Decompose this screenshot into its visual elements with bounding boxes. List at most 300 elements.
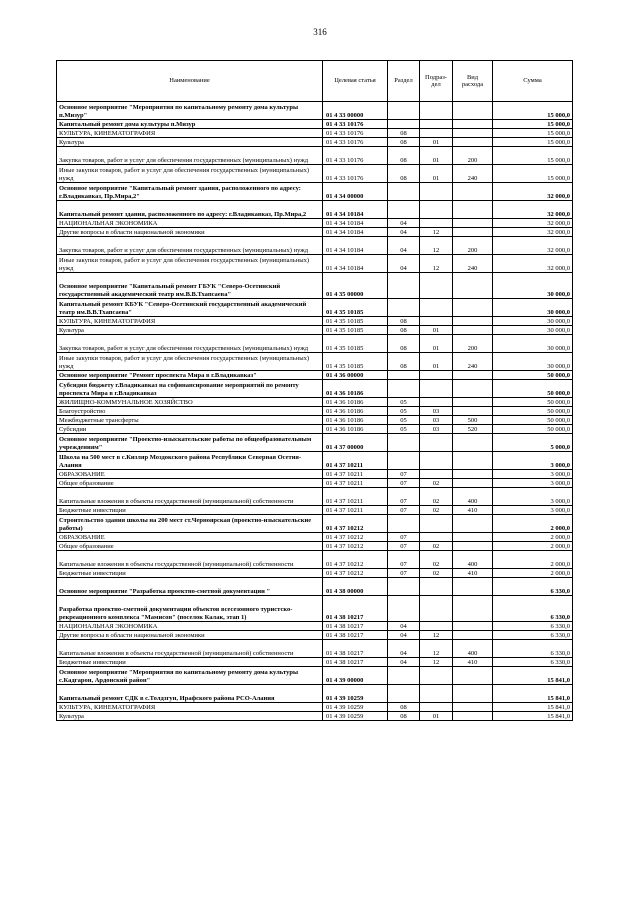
cell-expense-type — [453, 622, 493, 631]
cell-expense-type — [453, 712, 493, 721]
cell-expense-type — [453, 452, 493, 470]
cell-sum: 15 000,0 — [493, 120, 573, 129]
cell-section: 05 — [388, 407, 420, 416]
cell-subsection — [420, 129, 453, 138]
cell-target-article: 01 4 33 10176 — [323, 147, 388, 165]
cell-expense-type — [453, 299, 493, 317]
cell-sum: 32 000,0 — [493, 237, 573, 255]
table-row — [57, 183, 573, 201]
cell-target-article: 01 4 39 10259 — [323, 685, 388, 703]
table-row — [57, 712, 573, 721]
cell-expense-type: 240 — [453, 255, 493, 273]
table-row — [57, 434, 573, 452]
cell-name: КУЛЬТУРА, КИНЕМАТОГРАФИЯ — [57, 129, 323, 138]
budget-table — [56, 60, 573, 721]
cell-sum: 50 000,0 — [493, 398, 573, 407]
cell-name: Иные закупки товаров, работ и услуг для обеспечения государственных (муниципальных) нужд — [57, 165, 323, 183]
table-row — [57, 353, 573, 371]
cell-section — [388, 120, 420, 129]
cell-sum: 15 841,0 — [493, 712, 573, 721]
cell-section: 07 — [388, 569, 420, 578]
cell-name: Основное мероприятие "Мероприятия по капитальному ремонту дома культуры п.Мизур" — [57, 102, 323, 120]
cell-sum: 6 330,0 — [493, 622, 573, 631]
header-sum: Сумма — [493, 61, 573, 102]
cell-section — [388, 201, 420, 219]
cell-name: Капитальный ремонт дома культуры п.Мизур — [57, 120, 323, 129]
cell-expense-type: 200 — [453, 335, 493, 353]
cell-sum: 15 000,0 — [493, 129, 573, 138]
table-row — [57, 326, 573, 335]
cell-name: НАЦИОНАЛЬНАЯ ЭКОНОМИКА — [57, 622, 323, 631]
table-row — [57, 658, 573, 667]
cell-expense-type — [453, 631, 493, 640]
cell-name: Капитальный ремонт здания, расположенного по адресу: г.Владикавказ, Пр.Мира,2 — [57, 201, 323, 219]
cell-name: Основное мероприятие "Проектно-изыскательские работы по общеобразовательным учреждениям" — [57, 434, 323, 452]
cell-target-article: 01 4 37 10212 — [323, 551, 388, 569]
cell-subsection: 01 — [420, 147, 453, 165]
table-row — [57, 147, 573, 165]
cell-expense-type: 410 — [453, 569, 493, 578]
page-number: 316 — [313, 27, 327, 37]
table-row — [57, 479, 573, 488]
cell-sum: 6 330,0 — [493, 578, 573, 596]
cell-subsection: 03 — [420, 407, 453, 416]
cell-section: 08 — [388, 353, 420, 371]
cell-name: Капитальные вложения в объекты государственной (муниципальной) собственности — [57, 488, 323, 506]
cell-expense-type — [453, 685, 493, 703]
cell-name: Культура — [57, 712, 323, 721]
table-row — [57, 703, 573, 712]
cell-expense-type — [453, 326, 493, 335]
header-target-article: Целевая статья — [323, 61, 388, 102]
table-row — [57, 596, 573, 622]
cell-target-article: 01 4 33 10176 — [323, 165, 388, 183]
table-row — [57, 569, 573, 578]
cell-section — [388, 380, 420, 398]
cell-subsection: 03 — [420, 425, 453, 434]
cell-subsection — [420, 380, 453, 398]
cell-section: 04 — [388, 658, 420, 667]
cell-sum: 15 841,0 — [493, 703, 573, 712]
cell-target-article: 01 4 36 10186 — [323, 416, 388, 425]
table-row — [57, 452, 573, 470]
cell-section: 08 — [388, 712, 420, 721]
cell-expense-type: 400 — [453, 551, 493, 569]
cell-subsection — [420, 515, 453, 533]
cell-subsection: 02 — [420, 551, 453, 569]
table-row — [57, 622, 573, 631]
cell-subsection: 01 — [420, 335, 453, 353]
cell-sum: 32 000,0 — [493, 255, 573, 273]
table-row — [57, 165, 573, 183]
cell-subsection — [420, 299, 453, 317]
cell-subsection: 02 — [420, 569, 453, 578]
cell-sum: 6 330,0 — [493, 640, 573, 658]
cell-section: 05 — [388, 425, 420, 434]
cell-target-article: 01 4 35 10185 — [323, 353, 388, 371]
cell-expense-type — [453, 515, 493, 533]
cell-name: Иные закупки товаров, работ и услуг для обеспечения государственных (муниципальных) нужд — [57, 255, 323, 273]
cell-target-article: 01 4 35 10185 — [323, 299, 388, 317]
cell-name: Основное мероприятие "Ремонт проспекта Мира в г.Владикавказ" — [57, 371, 323, 380]
cell-target-article: 01 4 37 10211 — [323, 479, 388, 488]
cell-target-article: 01 4 38 10217 — [323, 622, 388, 631]
cell-subsection: 01 — [420, 353, 453, 371]
cell-subsection — [420, 317, 453, 326]
cell-name: Бюджетные инвестиции — [57, 658, 323, 667]
table-row — [57, 138, 573, 147]
cell-target-article: 01 4 39 00000 — [323, 667, 388, 685]
cell-subsection: 12 — [420, 658, 453, 667]
cell-subsection: 12 — [420, 228, 453, 237]
cell-section — [388, 578, 420, 596]
cell-target-article: 01 4 38 10217 — [323, 596, 388, 622]
cell-subsection: 01 — [420, 326, 453, 335]
cell-subsection — [420, 120, 453, 129]
cell-target-article: 01 4 37 10211 — [323, 470, 388, 479]
cell-section: 08 — [388, 326, 420, 335]
cell-subsection: 01 — [420, 165, 453, 183]
cell-sum: 50 000,0 — [493, 380, 573, 398]
cell-name: Межбюджетные трансферты — [57, 416, 323, 425]
cell-name: Основное мероприятие "Капитальный ремонт ГБУК "Северо-Осетинский государственный академический театр им.В.В.Тхапсаева" — [57, 273, 323, 299]
cell-subsection: 01 — [420, 712, 453, 721]
cell-subsection — [420, 533, 453, 542]
cell-target-article: 01 4 36 10186 — [323, 425, 388, 434]
cell-section: 04 — [388, 631, 420, 640]
cell-sum: 2 000,0 — [493, 551, 573, 569]
table-row — [57, 102, 573, 120]
cell-section: 08 — [388, 317, 420, 326]
cell-name: Благоустройство — [57, 407, 323, 416]
cell-name: Строительство здания школы на 200 мест ст.Черноярская (проектно-изыскательские работы) — [57, 515, 323, 533]
cell-target-article: 01 4 34 10184 — [323, 255, 388, 273]
table-row — [57, 578, 573, 596]
cell-target-article: 01 4 37 10212 — [323, 569, 388, 578]
table-row — [57, 398, 573, 407]
cell-sum: 32 000,0 — [493, 228, 573, 237]
cell-name: Основное мероприятие "Мероприятия по капитальному ремонту дома культуры с.Кадгарон, Ардонский район" — [57, 667, 323, 685]
cell-name: Общее образование — [57, 542, 323, 551]
cell-name: Общее образование — [57, 479, 323, 488]
cell-subsection: 02 — [420, 506, 453, 515]
cell-subsection: 12 — [420, 255, 453, 273]
table-row — [57, 416, 573, 425]
cell-section: 04 — [388, 622, 420, 631]
table-row — [57, 317, 573, 326]
cell-name: Субсидии — [57, 425, 323, 434]
cell-sum: 6 330,0 — [493, 658, 573, 667]
cell-name: Иные закупки товаров, работ и услуг для обеспечения государственных (муниципальных) нужд — [57, 353, 323, 371]
table-row — [57, 299, 573, 317]
cell-name: Основное мероприятие "Разработка проектно-сметной документации " — [57, 578, 323, 596]
cell-target-article: 01 4 38 10217 — [323, 658, 388, 667]
cell-target-article: 01 4 37 10211 — [323, 488, 388, 506]
cell-sum: 2 000,0 — [493, 542, 573, 551]
cell-name: Капитальные вложения в объекты государственной (муниципальной) собственности — [57, 640, 323, 658]
cell-subsection — [420, 452, 453, 470]
cell-subsection — [420, 102, 453, 120]
cell-sum: 2 000,0 — [493, 533, 573, 542]
cell-section — [388, 299, 420, 317]
cell-sum: 30 000,0 — [493, 326, 573, 335]
cell-sum: 5 000,0 — [493, 434, 573, 452]
table-row — [57, 631, 573, 640]
cell-name: Другие вопросы в области национальной экономики — [57, 228, 323, 237]
cell-section — [388, 273, 420, 299]
cell-expense-type — [453, 380, 493, 398]
cell-target-article: 01 4 36 10186 — [323, 407, 388, 416]
cell-target-article: 01 4 37 10211 — [323, 506, 388, 515]
table-row — [57, 273, 573, 299]
cell-expense-type: 200 — [453, 147, 493, 165]
cell-name: ОБРАЗОВАНИЕ — [57, 533, 323, 542]
cell-section: 04 — [388, 640, 420, 658]
header-name: Наименование — [57, 61, 323, 102]
cell-target-article: 01 4 38 00000 — [323, 578, 388, 596]
cell-name: Культура — [57, 138, 323, 147]
cell-section: 07 — [388, 488, 420, 506]
cell-sum: 50 000,0 — [493, 425, 573, 434]
cell-target-article: 01 4 39 10259 — [323, 712, 388, 721]
cell-subsection — [420, 667, 453, 685]
cell-expense-type — [453, 273, 493, 299]
cell-expense-type — [453, 533, 493, 542]
cell-section — [388, 685, 420, 703]
cell-subsection: 12 — [420, 631, 453, 640]
cell-expense-type: 410 — [453, 658, 493, 667]
cell-name: Культура — [57, 326, 323, 335]
cell-sum: 30 000,0 — [493, 353, 573, 371]
cell-name: Капитальный ремонт КБУК "Северо-Осетинский государственный академический театр им.В.В.Тхапсаева" — [57, 299, 323, 317]
table-row — [57, 201, 573, 219]
cell-sum: 15 841,0 — [493, 667, 573, 685]
cell-subsection — [420, 219, 453, 228]
cell-expense-type — [453, 317, 493, 326]
header-subsection: Подраз- дел — [420, 61, 453, 102]
cell-expense-type — [453, 542, 493, 551]
cell-target-article: 01 4 34 10184 — [323, 228, 388, 237]
cell-subsection: 01 — [420, 138, 453, 147]
cell-section: 07 — [388, 551, 420, 569]
cell-name: Капитальные вложения в объекты государственной (муниципальной) собственности — [57, 551, 323, 569]
cell-target-article: 01 4 34 10184 — [323, 201, 388, 219]
cell-name: КУЛЬТУРА, КИНЕМАТОГРАФИЯ — [57, 317, 323, 326]
cell-expense-type — [453, 120, 493, 129]
cell-expense-type — [453, 434, 493, 452]
cell-target-article: 01 4 35 10185 — [323, 326, 388, 335]
cell-name: Бюджетные инвестиции — [57, 569, 323, 578]
cell-section: 04 — [388, 219, 420, 228]
table-row — [57, 425, 573, 434]
cell-target-article: 01 4 33 10176 — [323, 138, 388, 147]
cell-subsection: 12 — [420, 237, 453, 255]
cell-expense-type: 240 — [453, 165, 493, 183]
table-row — [57, 407, 573, 416]
cell-name: Школа на 500 мест в с.Кизляр Моздокского района Республики Северная Осетия-Алания — [57, 452, 323, 470]
cell-section — [388, 667, 420, 685]
cell-target-article: 01 4 35 00000 — [323, 273, 388, 299]
cell-section: 07 — [388, 470, 420, 479]
cell-name: ОБРАЗОВАНИЕ — [57, 470, 323, 479]
cell-subsection — [420, 183, 453, 201]
cell-name: НАЦИОНАЛЬНАЯ ЭКОНОМИКА — [57, 219, 323, 228]
table-row — [57, 667, 573, 685]
cell-subsection — [420, 470, 453, 479]
cell-sum: 15 000,0 — [493, 147, 573, 165]
cell-section: 07 — [388, 542, 420, 551]
cell-subsection: 02 — [420, 488, 453, 506]
cell-section: 05 — [388, 398, 420, 407]
cell-sum: 3 000,0 — [493, 470, 573, 479]
cell-expense-type — [453, 596, 493, 622]
cell-sum: 2 000,0 — [493, 569, 573, 578]
cell-expense-type — [453, 138, 493, 147]
cell-subsection — [420, 371, 453, 380]
cell-target-article: 01 4 36 10186 — [323, 398, 388, 407]
cell-name: Закупка товаров, работ и услуг для обеспечения государственных (муниципальных) нужд — [57, 237, 323, 255]
table-row — [57, 219, 573, 228]
cell-section: 08 — [388, 138, 420, 147]
table-row — [57, 470, 573, 479]
cell-sum: 6 330,0 — [493, 596, 573, 622]
cell-expense-type: 400 — [453, 488, 493, 506]
table-row — [57, 237, 573, 255]
cell-expense-type — [453, 228, 493, 237]
cell-sum: 50 000,0 — [493, 416, 573, 425]
cell-section: 04 — [388, 228, 420, 237]
cell-subsection — [420, 201, 453, 219]
cell-section: 08 — [388, 703, 420, 712]
cell-sum: 15 000,0 — [493, 165, 573, 183]
table-row — [57, 640, 573, 658]
cell-name: Закупка товаров, работ и услуг для обеспечения государственных (муниципальных) нужд — [57, 147, 323, 165]
table-row — [57, 380, 573, 398]
cell-subsection — [420, 434, 453, 452]
cell-target-article: 01 4 36 10186 — [323, 380, 388, 398]
cell-expense-type — [453, 470, 493, 479]
cell-name: Разработка проектно-сметной документации объектов всесезонного туристско-рекреационного комплекса "Мамисон" (поселок Калак, этап 1) — [57, 596, 323, 622]
cell-subsection — [420, 596, 453, 622]
header-expense-type: Вид расхода — [453, 61, 493, 102]
cell-sum: 3 000,0 — [493, 506, 573, 515]
cell-sum: 15 000,0 — [493, 138, 573, 147]
cell-sum: 30 000,0 — [493, 273, 573, 299]
cell-section — [388, 596, 420, 622]
cell-target-article: 01 4 38 10217 — [323, 631, 388, 640]
cell-subsection — [420, 578, 453, 596]
cell-sum: 15 841,0 — [493, 685, 573, 703]
cell-sum: 2 000,0 — [493, 515, 573, 533]
table-body — [57, 102, 573, 721]
table-row — [57, 228, 573, 237]
cell-subsection: 02 — [420, 542, 453, 551]
table-row — [57, 488, 573, 506]
cell-section — [388, 102, 420, 120]
cell-subsection — [420, 398, 453, 407]
cell-section — [388, 452, 420, 470]
cell-name: ЖИЛИЩНО-КОММУНАЛЬНОЕ ХОЗЯЙСТВО — [57, 398, 323, 407]
cell-section: 08 — [388, 165, 420, 183]
table-row — [57, 371, 573, 380]
cell-expense-type — [453, 578, 493, 596]
cell-subsection: 03 — [420, 416, 453, 425]
cell-expense-type — [453, 703, 493, 712]
cell-name: КУЛЬТУРА, КИНЕМАТОГРАФИЯ — [57, 703, 323, 712]
cell-name: Бюджетные инвестиции — [57, 506, 323, 515]
cell-expense-type: 500 — [453, 416, 493, 425]
cell-expense-type: 400 — [453, 640, 493, 658]
cell-subsection: 12 — [420, 640, 453, 658]
cell-target-article: 01 4 36 00000 — [323, 371, 388, 380]
cell-target-article: 01 4 34 00000 — [323, 183, 388, 201]
cell-target-article: 01 4 38 10217 — [323, 640, 388, 658]
cell-expense-type: 410 — [453, 506, 493, 515]
cell-section: 08 — [388, 129, 420, 138]
cell-name: Закупка товаров, работ и услуг для обеспечения государственных (муниципальных) нужд — [57, 335, 323, 353]
cell-expense-type — [453, 371, 493, 380]
cell-section — [388, 183, 420, 201]
table-row — [57, 685, 573, 703]
cell-target-article: 01 4 33 10176 — [323, 120, 388, 129]
cell-target-article: 01 4 33 00000 — [323, 102, 388, 120]
cell-section: 08 — [388, 335, 420, 353]
cell-sum: 32 000,0 — [493, 219, 573, 228]
cell-target-article: 01 4 35 10185 — [323, 317, 388, 326]
header-section: Раздел — [388, 61, 420, 102]
table-row — [57, 120, 573, 129]
table-row — [57, 542, 573, 551]
cell-target-article: 01 4 37 00000 — [323, 434, 388, 452]
cell-expense-type — [453, 102, 493, 120]
cell-sum: 3 000,0 — [493, 488, 573, 506]
cell-expense-type — [453, 407, 493, 416]
cell-sum: 32 000,0 — [493, 201, 573, 219]
cell-name: Субсидия бюджету г.Владикавказ на софинансирование мероприятий по ремонту проспекта Мира в г.Владикавказ — [57, 380, 323, 398]
cell-section — [388, 371, 420, 380]
cell-subsection — [420, 703, 453, 712]
cell-sum: 50 000,0 — [493, 371, 573, 380]
cell-section: 07 — [388, 479, 420, 488]
cell-sum: 6 330,0 — [493, 631, 573, 640]
cell-target-article: 01 4 37 10212 — [323, 542, 388, 551]
cell-section: 07 — [388, 533, 420, 542]
cell-target-article: 01 4 39 10259 — [323, 703, 388, 712]
table-header — [57, 61, 573, 102]
cell-target-article: 01 4 37 10212 — [323, 533, 388, 542]
cell-subsection — [420, 622, 453, 631]
table-row — [57, 506, 573, 515]
cell-section: 04 — [388, 237, 420, 255]
cell-expense-type — [453, 129, 493, 138]
cell-sum: 15 000,0 — [493, 102, 573, 120]
cell-subsection — [420, 273, 453, 299]
cell-expense-type: 240 — [453, 353, 493, 371]
cell-expense-type — [453, 219, 493, 228]
cell-sum: 3 000,0 — [493, 479, 573, 488]
cell-section: 05 — [388, 416, 420, 425]
table-row — [57, 255, 573, 273]
cell-target-article: 01 4 34 10184 — [323, 219, 388, 228]
cell-section: 07 — [388, 506, 420, 515]
cell-target-article: 01 4 37 10211 — [323, 452, 388, 470]
cell-expense-type — [453, 479, 493, 488]
cell-section — [388, 434, 420, 452]
cell-expense-type — [453, 201, 493, 219]
table-row — [57, 129, 573, 138]
cell-sum: 30 000,0 — [493, 299, 573, 317]
table-row — [57, 551, 573, 569]
